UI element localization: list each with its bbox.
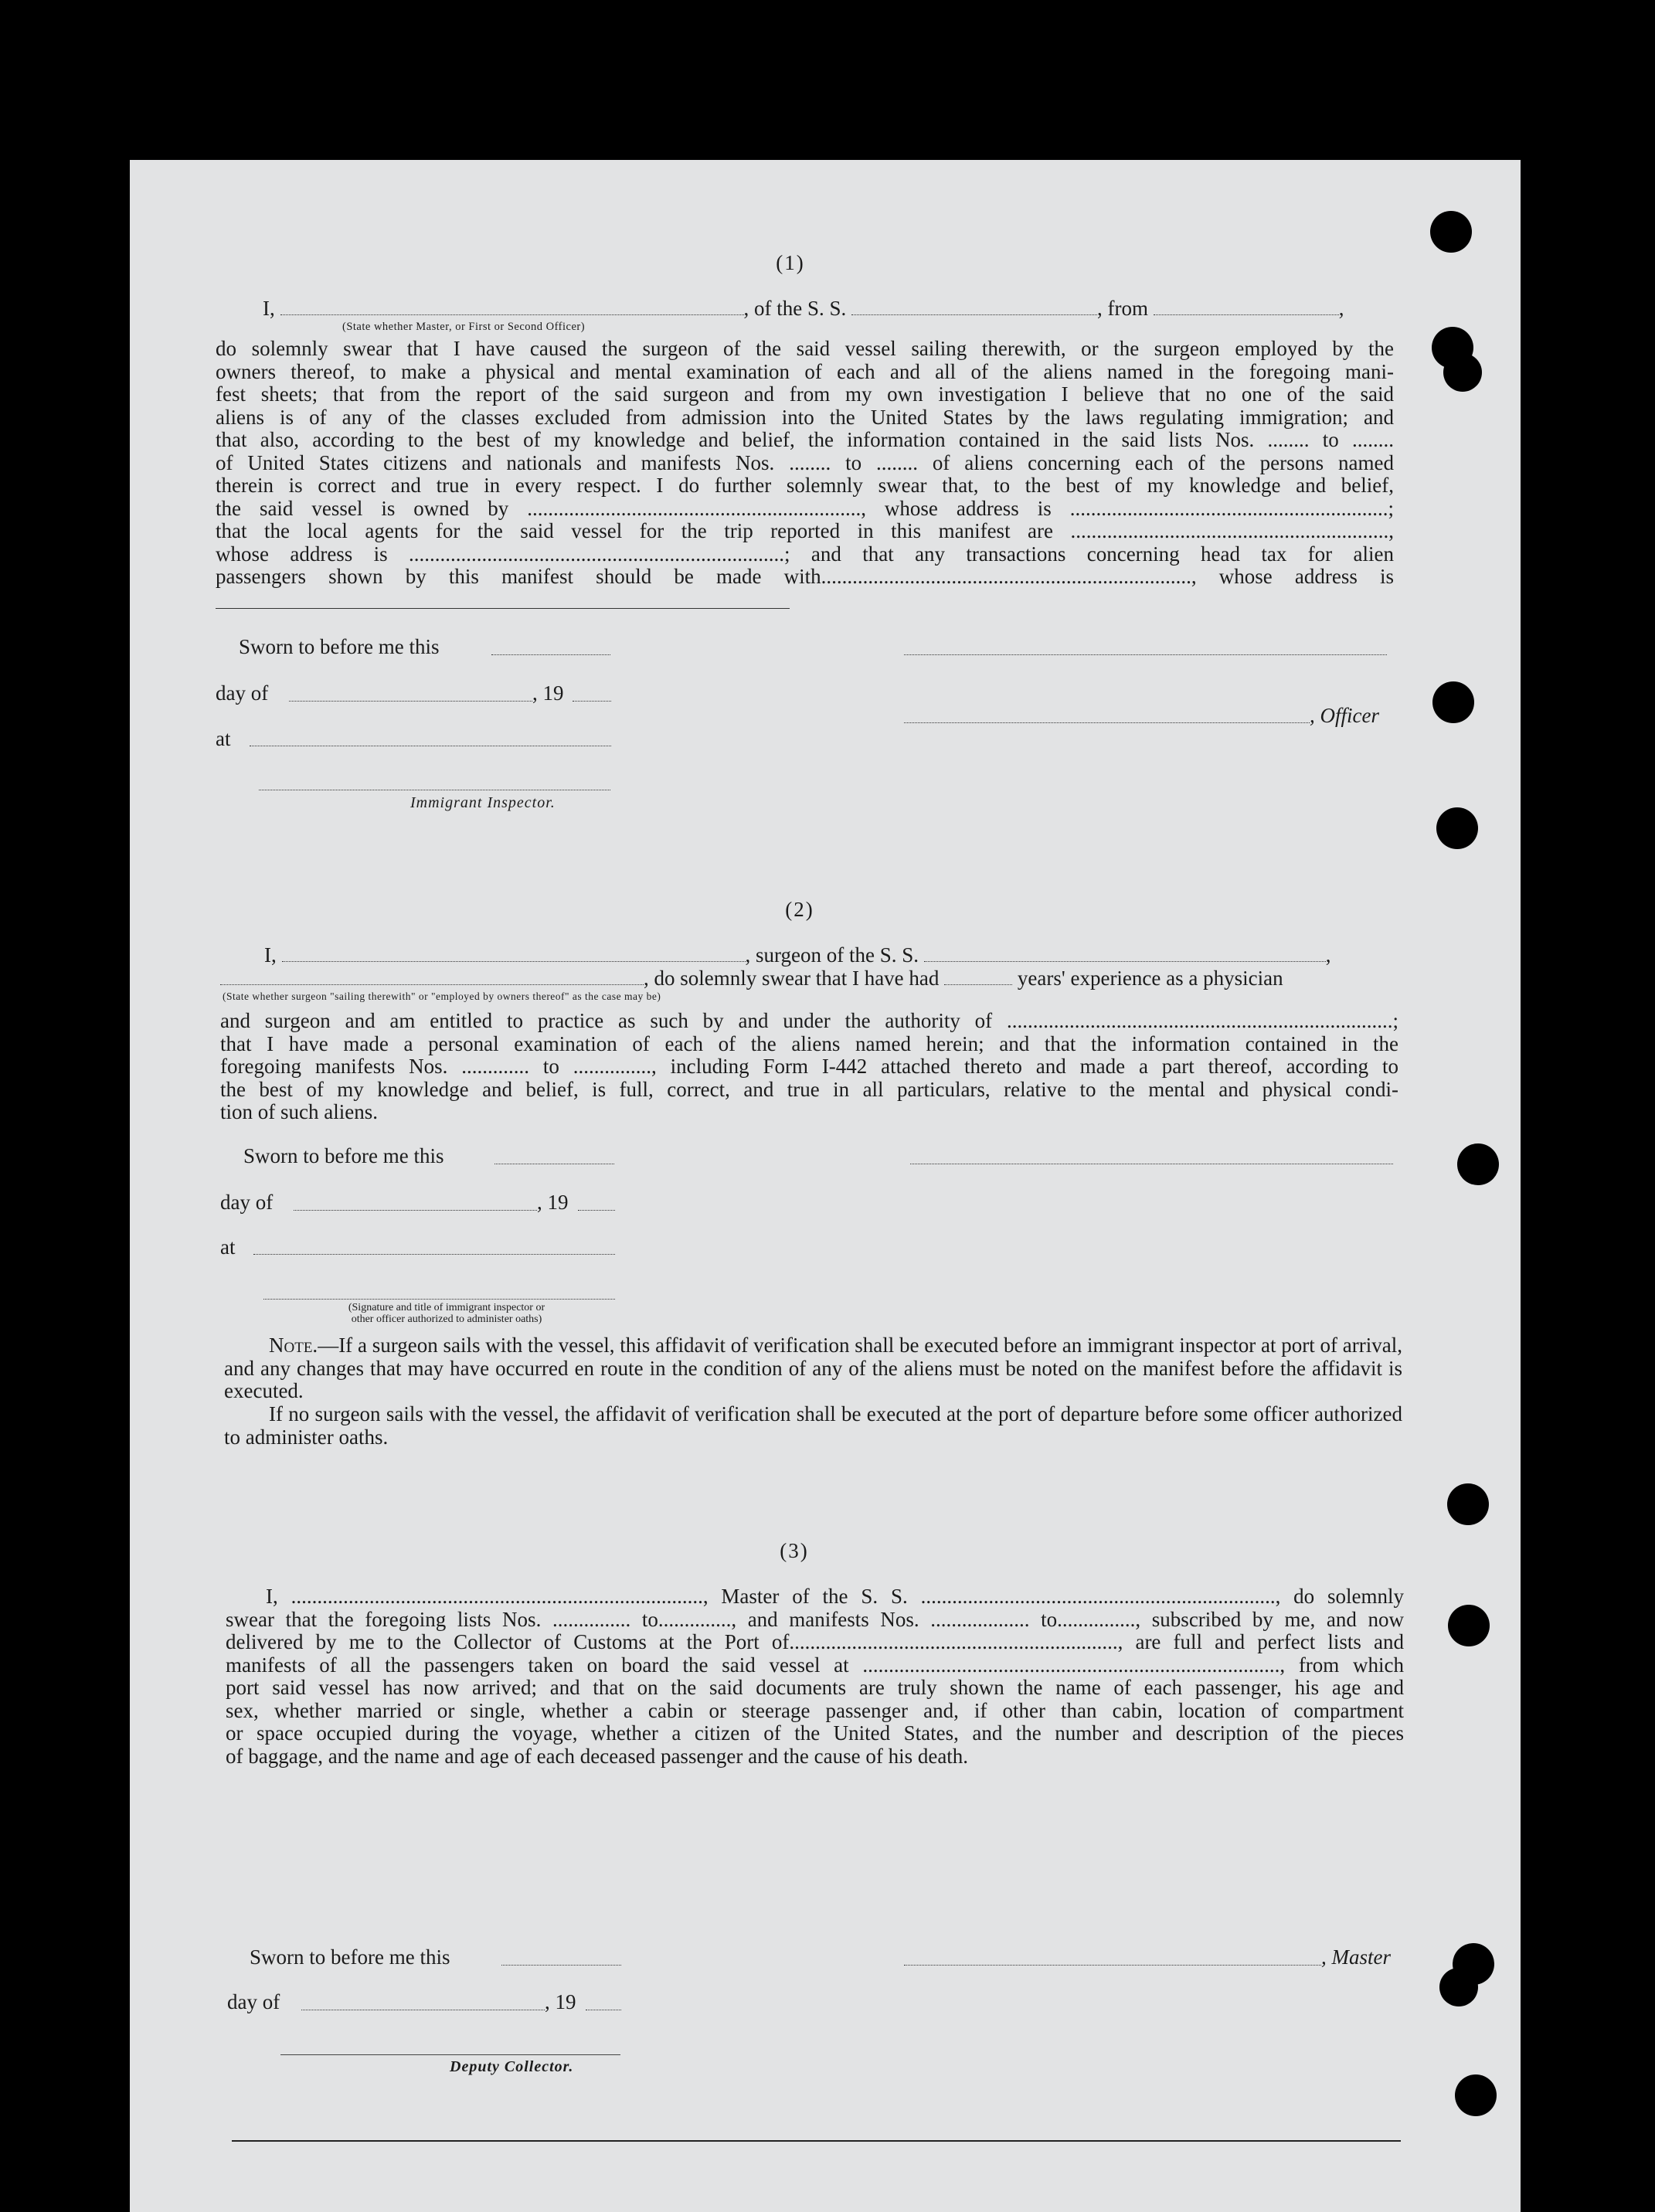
s2-body	[220, 1010, 1398, 1124]
s2-day-blank	[294, 1210, 537, 1211]
punch-hole	[1447, 1483, 1489, 1525]
s3-body-line: swear that the foregoing lists Nos. ............... to.............., and manifests Nos. ................... to..............., subscribed by me, and now	[226, 1607, 1404, 1631]
s2-body-line: tion of such aliens.	[220, 1100, 378, 1123]
s3-sworn: Sworn to before me this	[250, 1945, 450, 1969]
s1-year: , 19	[532, 681, 564, 705]
s2-body-line: foregoing manifests Nos. ............. to ..............., including Form I-442 attached thereto and made a part thereof, according to	[220, 1055, 1398, 1078]
s1-signature-line	[904, 654, 1387, 655]
s1-body-line: aliens is of any of the classes excluded from admission into the United States by the laws regulating immigration; and	[216, 405, 1394, 429]
surgeon-hint: (State whether surgeon "sailing therewith" or "employed by owners thereof" as the case may be)	[223, 990, 661, 1002]
s1-at: at	[216, 727, 231, 750]
vessel-blank	[851, 301, 1097, 315]
s1-day-blank	[289, 701, 532, 702]
s3-collector-line	[280, 2054, 620, 2055]
s1-body-line: do solemnly swear that I have caused the surgeon of the said vessel sailing therewith, or the surgeon employed by the	[216, 337, 1394, 360]
s2-at: at	[220, 1235, 236, 1259]
s1-sworn: Sworn to before me this	[239, 635, 440, 658]
s2-signature-hint	[292, 1302, 601, 1325]
s1-body-line: owners thereof, to make a physical and mental examination of each and all of the aliens named in the foregoing mani-	[216, 359, 1394, 383]
s1-prefix: I,	[263, 297, 275, 320]
s1-body-line: fest sheets; that from the report of the said surgeon and from my own investigation I believe that no one of the said	[216, 382, 1394, 406]
s2-year: , 19	[537, 1191, 569, 1214]
note-1-text: —If a surgeon sails with the vessel, this affidavit of verification shall be executed before an immigrant inspector at port of arrival, and any changes that may have occurred en route in the condition of any of the aliens must be noted on the manifest before the affidavit is executed.	[224, 1334, 1402, 1402]
s2-day-of: day of	[220, 1191, 274, 1214]
s1-sworn-blank	[491, 654, 610, 655]
s2-end: ,	[1325, 943, 1331, 967]
s3-body-line: manifests of all the passengers taken on board the said vessel at ................................................................................, from which	[226, 1653, 1404, 1677]
s2-sworn: Sworn to before me this	[243, 1144, 444, 1167]
punch-hole	[1432, 681, 1474, 723]
manifest-affidavit-page	[130, 160, 1521, 2212]
s3-master: , Master	[1321, 1945, 1391, 1969]
s1-officer: , Officer	[1310, 704, 1379, 727]
s1-inspector: Immigrant Inspector.	[410, 794, 556, 811]
s2-note-1	[224, 1334, 1402, 1403]
s2-prefix: I,	[264, 943, 277, 967]
s2-at-blank	[253, 1254, 615, 1255]
s3-body-line: port said vessel has now arrived; and that on the said documents are truly shown the name of each passenger, his age and	[226, 1676, 1404, 1699]
bottom-rule	[232, 2140, 1401, 2142]
port-blank	[1154, 301, 1339, 315]
surgeon-status-blank	[220, 970, 644, 985]
s2-inspector-line	[263, 1299, 615, 1300]
s2-sig-hint-1: (Signature and title of immigrant inspector or	[348, 1302, 545, 1313]
s1-officer-line	[904, 722, 1310, 723]
punch-hole	[1436, 807, 1478, 849]
s3-body-line: of baggage, and the name and age of each deceased passenger and the cause of his death.	[226, 1744, 969, 1768]
s2-body-line: the best of my knowledge and belief, is full, correct, and true in all particulars, relative to the mental and physical condi-	[220, 1077, 1398, 1101]
s2-years: years' experience as a physician	[1017, 967, 1283, 990]
section-3-number: (3)	[780, 1539, 809, 1562]
s1-line-1	[263, 297, 1522, 321]
s3-day-of: day of	[227, 1990, 280, 2013]
s2-line-2	[220, 967, 1283, 990]
punch-hole	[1457, 1143, 1499, 1185]
punch-hole	[1455, 2074, 1497, 2116]
s1-day-of: day of	[216, 681, 269, 705]
surgeon-name-blank	[282, 947, 746, 962]
s2-body-line: that I have made a personal examination of each of the aliens named herein; and that the information contained in the	[220, 1031, 1398, 1055]
s2-year-blank	[578, 1210, 615, 1211]
s2-sig-hint-2: other officer authorized to administer oaths)	[351, 1313, 542, 1325]
s2-line-1	[264, 944, 1331, 967]
s1-body-line: the said vessel is owned by ................................................................, whose address is .............................................................;	[216, 496, 1394, 520]
s1-body	[216, 338, 1394, 589]
s1-end: ,	[1338, 297, 1344, 320]
s1-body-line: of United States citizens and nationals and manifests Nos. ........ to ........ of aliens concerning each of the persons named	[216, 450, 1394, 474]
s3-sworn-blank	[501, 1965, 621, 1966]
s2-body-line: and surgeon and am entitled to practice as such by and under the authority of ..........................................................................;	[220, 1009, 1398, 1032]
s3-body-line: I, ..............................................................................., Master of the S. S. ...................................................................., do solemnly	[266, 1585, 1404, 1608]
s2-swear: , do solemnly swear that I have had	[644, 967, 940, 990]
s1-body-line: that the local agents for the said vessel for the trip reported in this manifest are .............................................................,	[216, 519, 1394, 542]
s1-body-line: therein is correct and true in every respect. I do further solemnly swear that, to the best of my knowledge and belief,	[216, 474, 1394, 497]
s1-address-line	[216, 608, 790, 609]
s3-year: , 19	[545, 1990, 576, 2013]
note-label: Note.	[269, 1334, 318, 1357]
years-blank	[944, 970, 1012, 985]
s3-body-line: sex, whether married or single, whether a cabin or steerage passenger and, if other than cabin, location of compartment	[226, 1698, 1404, 1722]
s2-surgeon: , surgeon of the S. S.	[745, 943, 919, 967]
s3-body	[226, 1585, 1404, 1768]
s3-collector: Deputy Collector.	[450, 2058, 574, 2075]
s1-of-ss: , of the S. S.	[743, 297, 847, 320]
s3-master-line	[904, 1965, 1321, 1966]
name-blank	[280, 301, 744, 315]
section-2-number: (2)	[785, 898, 814, 921]
s1-body-line: passengers shown by this manifest should be made with......................................................................., whose address is	[216, 565, 1394, 588]
section-1-number: (1)	[776, 251, 805, 274]
punch-hole	[1430, 211, 1472, 253]
punch-hole	[1443, 353, 1482, 392]
s1-year-blank	[573, 701, 611, 702]
s2-vessel-blank	[924, 947, 1326, 962]
officer-hint: (State whether Master, or First or Second Officer)	[342, 321, 586, 333]
s3-body-line: delivered by me to the Collector of Customs at the Port of..............................................................., are full and perfect lists and	[226, 1630, 1404, 1653]
s1-from: , from	[1097, 297, 1148, 320]
s3-body-line: or space occupied during the voyage, whether a citizen of the United States, and the number and description of the pieces	[226, 1721, 1404, 1745]
punch-hole	[1439, 1968, 1478, 2006]
s2-note-2: If no surgeon sails with the vessel, the affidavit of verification shall be executed at the port of departure before some officer authorized to administer oaths.	[224, 1402, 1402, 1449]
s1-body-line: whose address is ........................................................................; and that any transactions concerning head tax for alien	[216, 542, 1394, 566]
punch-hole	[1448, 1605, 1490, 1646]
s1-body-line: that also, according to the best of my knowledge and belief, the information contained in the said lists Nos. ........ to ........	[216, 428, 1394, 451]
